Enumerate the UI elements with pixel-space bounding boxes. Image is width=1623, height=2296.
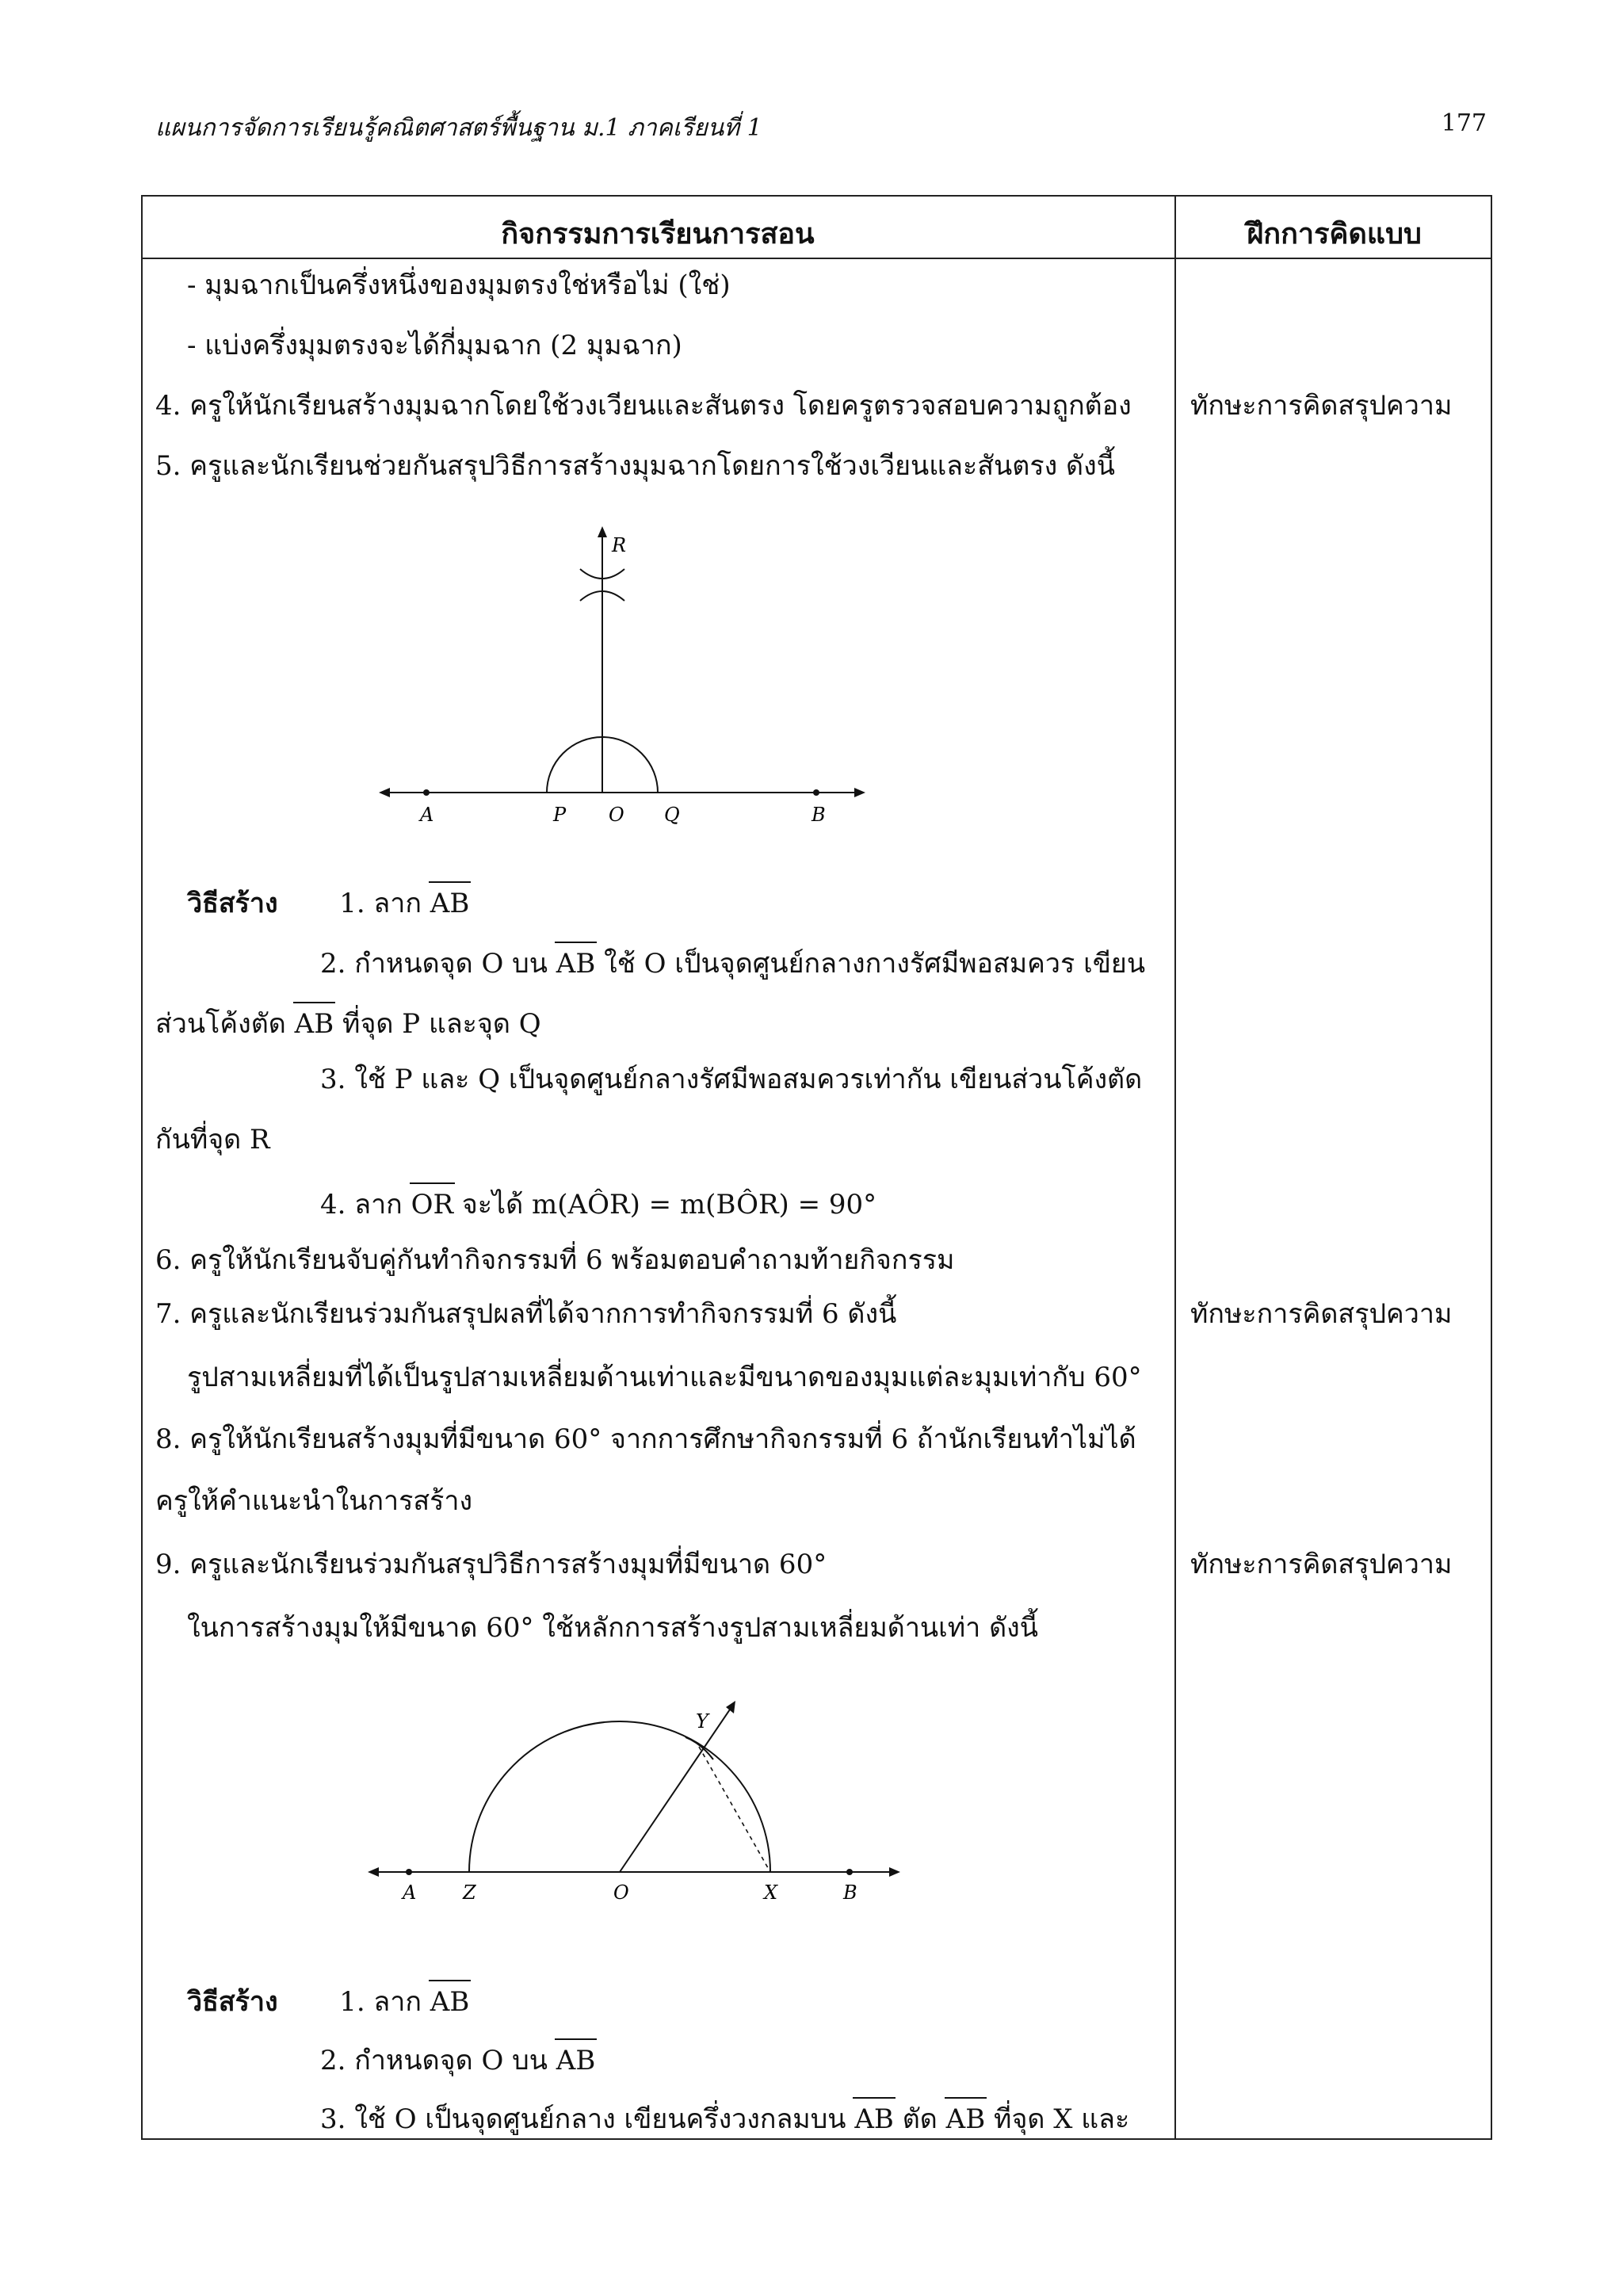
method-2-step-1 [187,1980,469,2019]
page-number: 177 [1441,109,1487,137]
point-label: P [553,804,567,826]
method-label: วิธีสร้าง [187,888,278,919]
line-notation-ab: AB [556,942,596,981]
text-line: 4. ครูให้นักเรียนสร้างมุมฉากโดยใช้วงเวียนและสันตรง โดยครูตรวจสอบความถูกต้อง [155,390,1132,422]
step-text: 2. กำหนดจุด O บน [320,948,548,980]
step-text: ที่จุด X และ [994,2103,1130,2135]
document-header-title: แผนการจัดการเรียนรู้คณิตศาสตร์พื้นฐาน ม.1 ภาคเรียนที่ 1 [155,114,762,142]
point-label: O [609,804,624,826]
step-text: ตัด [902,2103,938,2135]
line-notation-ab: AB [854,2097,894,2137]
point-label: O [613,1881,629,1904]
method-1-step-3a: 3. ใช้ P และ Q เป็นจุดศูนย์กลางรัศมีพอสมควรเท่ากัน เขียนส่วนโค้งตัด [320,1064,1143,1095]
step-text: 3. ใช้ O เป็นจุดศูนย์กลาง เขียนครึ่งวงกลมบน [320,2103,846,2135]
point-label: B [843,1881,857,1904]
line-notation-ab: AB [295,1002,334,1041]
header-row-divider [141,258,1492,259]
text-line: 5. ครูและนักเรียนช่วยกันสรุปวิธีการสร้างมุมฉากโดยการใช้วงเวียนและสันตรง ดังนี้ [155,450,1115,482]
line-notation-ab: AB [556,2038,596,2078]
method-1-step-3b: กันที่จุด R [155,1124,270,1156]
step-text: ที่จุด P และจุด Q [342,1008,541,1040]
step-text: 2. กำหนดจุด O บน [320,2045,548,2076]
column-header-activities: กิจกรรมการเรียนการสอน [501,217,815,250]
point-label: Q [664,804,680,826]
thinking-skill-label: ทักษะการคิดสรุปความ [1190,1298,1453,1330]
point-label: A [420,804,434,826]
point-label: R [612,534,627,556]
thinking-skill-label: ทักษะการคิดสรุปความ [1190,390,1453,422]
method-1-step-4 [320,1182,876,1222]
text-line: รูปสามเหลี่ยมที่ได้เป็นรูปสามเหลี่ยมด้านเท่าและมีขนาดของมุมแต่ละมุมเท่ากับ 60° [187,1362,1142,1393]
text-line: ในการสร้างมุมให้มีขนาด 60° ใช้หลักการสร้างรูปสามเหลี่ยมด้านเท่า ดังนี้ [187,1612,1039,1644]
text-line: 7. ครูและนักเรียนร่วมกันสรุปผลที่ได้จากการทำกิจกรรมที่ 6 ดังนี้ [155,1298,897,1330]
method-2-step-2 [320,2038,595,2078]
line-notation-ab: AB [430,881,470,921]
text-line: 9. ครูและนักเรียนร่วมกันสรุปวิธีการสร้างมุมที่มีขนาด 60° [155,1549,827,1580]
text-line: - แบ่งครึ่งมุมตรงจะได้กี่มุมฉาก (2 มุมฉาก) [187,330,682,361]
point-label: A [403,1881,417,1904]
method-label: วิธีสร้าง [187,1986,278,2018]
point-label: Z [463,1881,476,1904]
column-header-thinking-skill: ฝึกการคิดแบบ [1247,217,1422,250]
thinking-skill-label: ทักษะการคิดสรุปความ [1190,1549,1453,1580]
method-1-step-1 [187,881,469,921]
line-notation-ab: AB [946,2097,986,2137]
point-label: B [812,804,826,826]
step-text: 4. ลาก [320,1189,403,1221]
ray-notation-or: OR [411,1182,453,1222]
line-notation-ab: AB [430,1980,470,2019]
step-text: ส่วนโค้งตัด [155,1008,286,1040]
text-line: - มุมฉากเป็นครึ่งหนึ่งของมุมตรงใช่หรือไม่ (ใช่) [187,269,731,301]
column-divider [1174,195,1176,2140]
step-text: จะได้ m(AÔR) = m(BÔR) = 90° [461,1189,877,1221]
step-text: 1. ลาก [339,1986,422,2018]
text-line: 6. ครูให้นักเรียนจับคู่กันทำกิจกรรมที่ 6 พร้อมตอบคำถามท้ายกิจกรรม [155,1244,955,1276]
right-angle-construction-figure [372,523,880,832]
point-label: X [764,1881,778,1904]
method-1-step-2a [320,942,1145,981]
method-1-step-2b [155,1002,541,1041]
step-text: 1. ลาก [339,888,422,919]
text-line: ครูให้คำแนะนำในการสร้าง [155,1485,473,1517]
step-text: ใช้ O เป็นจุดศูนย์กลางกางรัศมีพอสมควร เขียน [604,948,1146,980]
text-line: 8. ครูให้นักเรียนสร้างมุมที่มีขนาด 60° จากการศึกษากิจกรรมที่ 6 ถ้านักเรียนทำไม่ได้ [155,1423,1136,1455]
sixty-degree-construction-figure [365,1688,903,1918]
method-2-step-3 [320,2097,1129,2137]
point-label: Y [696,1710,708,1733]
